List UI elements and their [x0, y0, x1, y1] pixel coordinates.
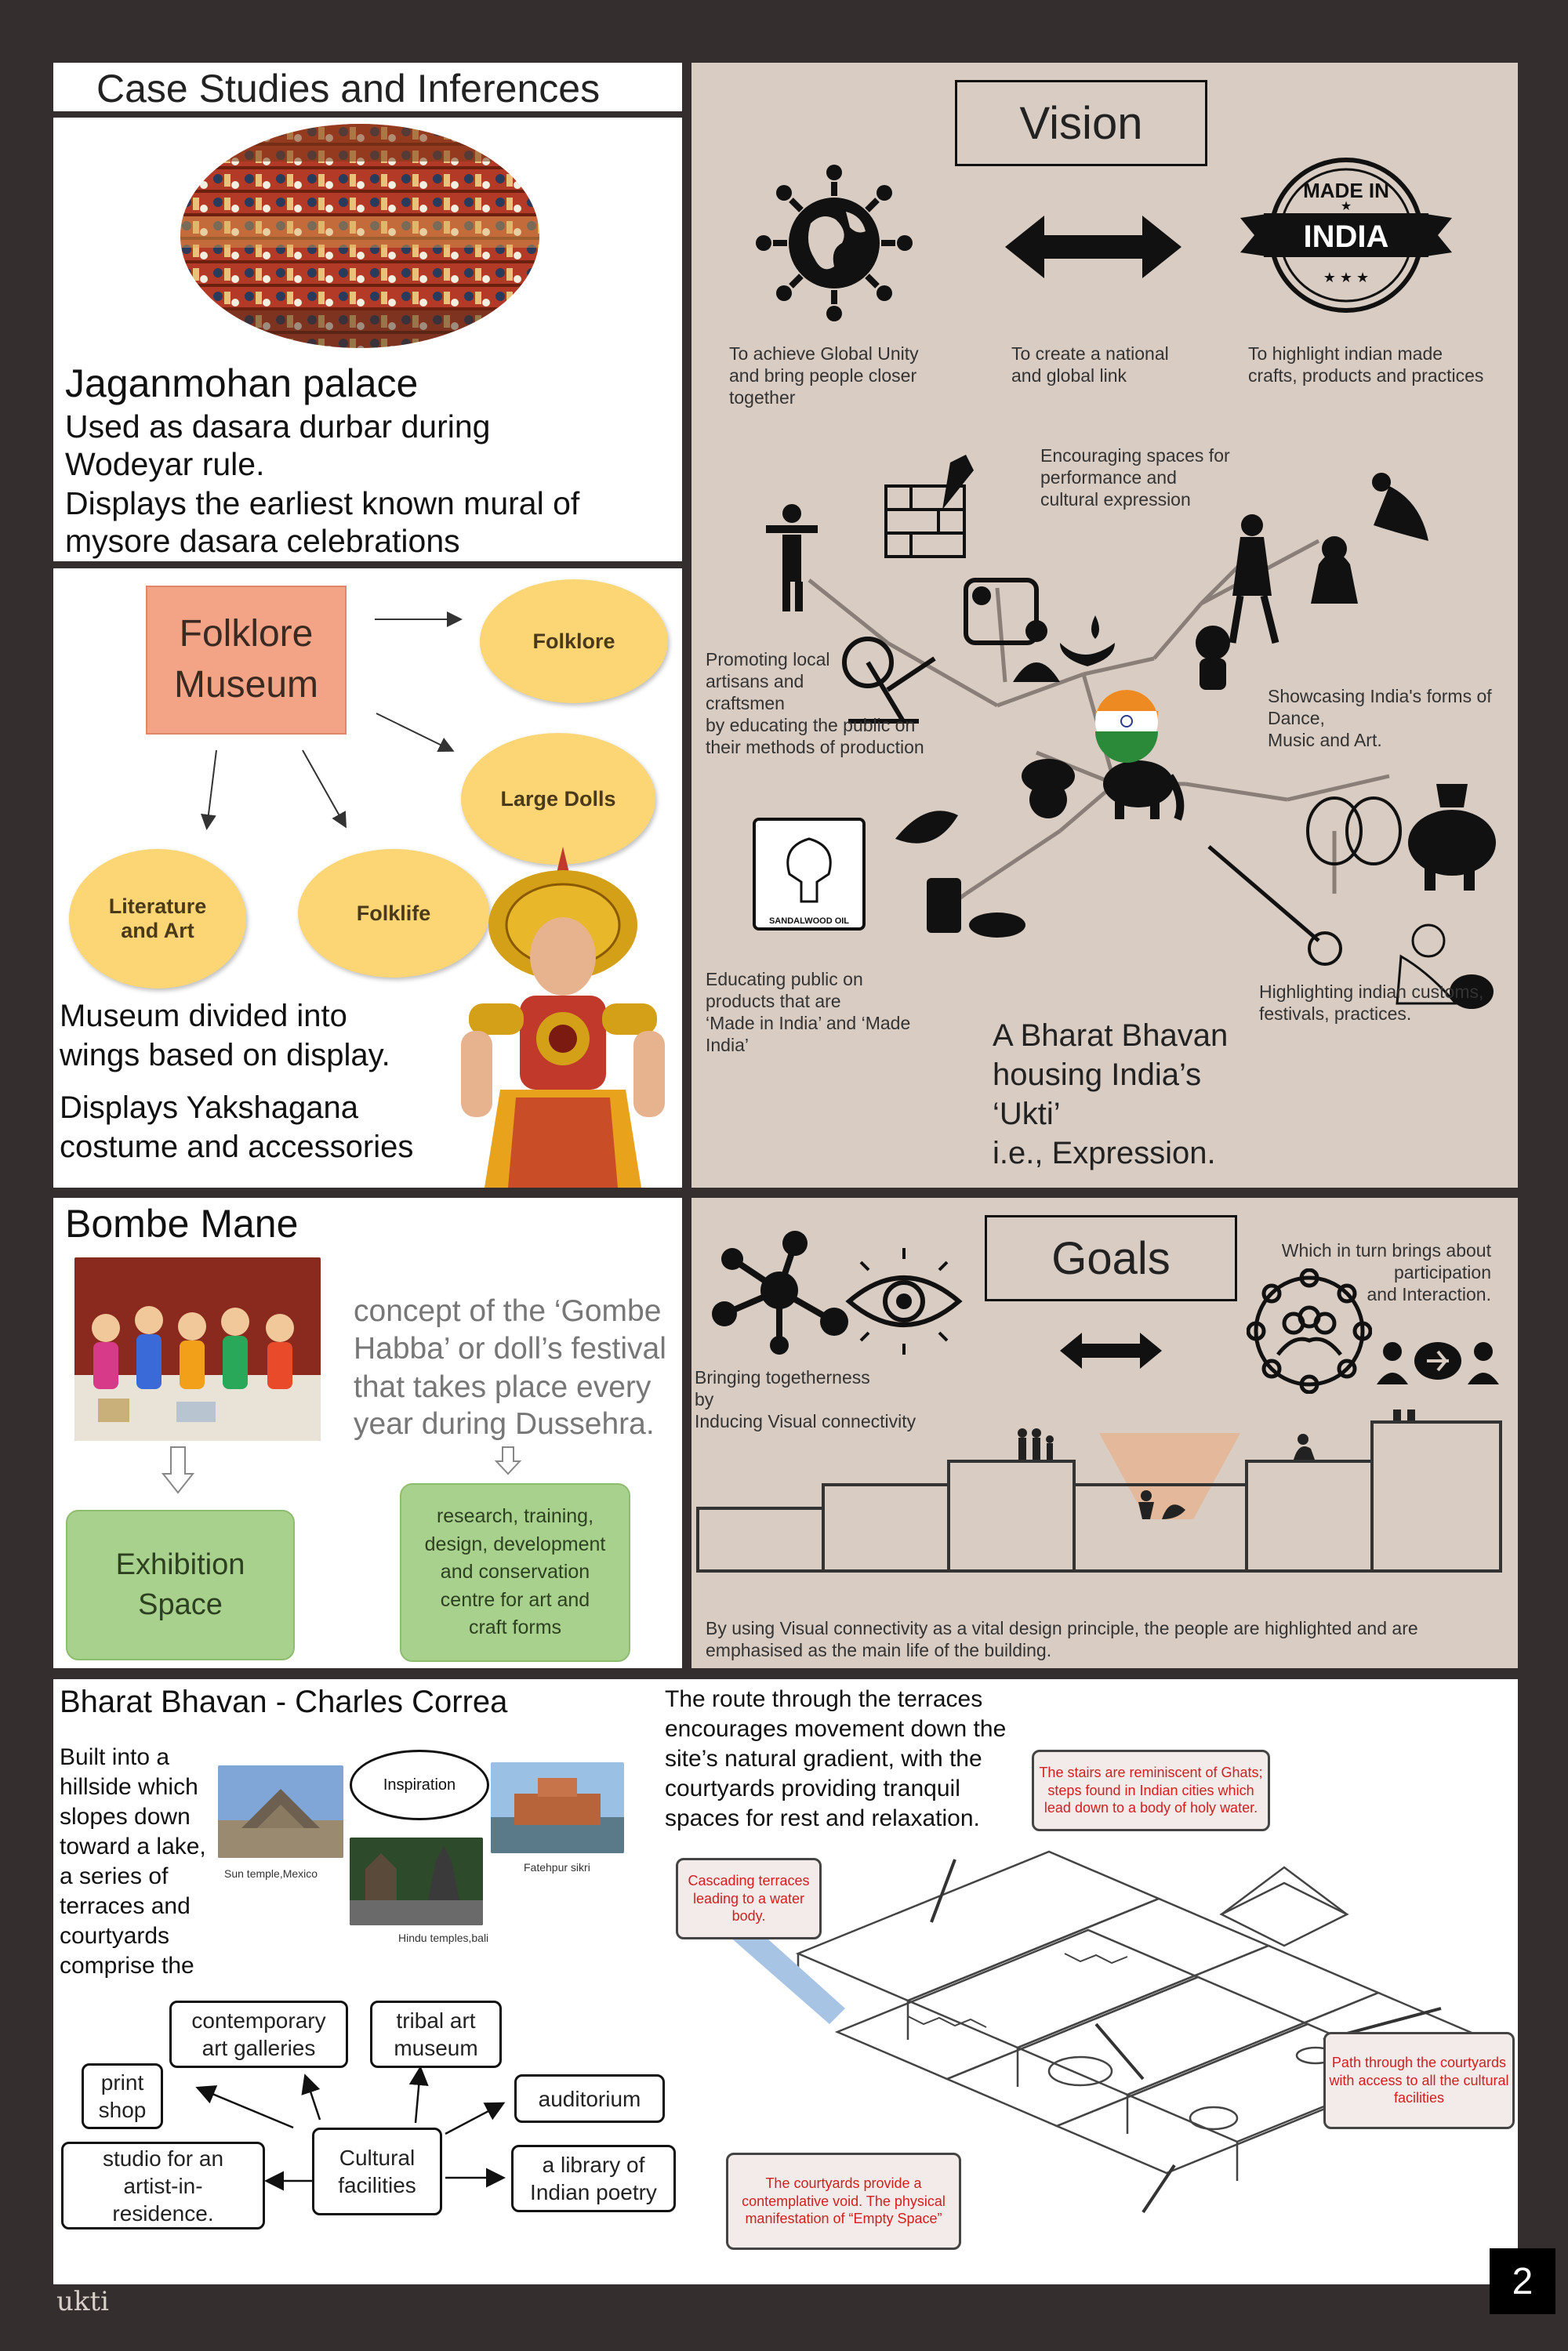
route-text: site’s natural gradient, with the [665, 1746, 982, 1772]
vision-caption: To create a national [1011, 343, 1169, 364]
page-number: 2 [1490, 2248, 1555, 2314]
cultural-facilities-label: Cultural [339, 2146, 416, 2170]
prom-text: artisans and [706, 671, 804, 691]
made-in-india-badge-icon [1240, 157, 1452, 314]
high-text: festivals, practices. [1259, 1003, 1412, 1024]
case-studies-title: Case Studies and Inferences [96, 67, 601, 111]
bombe-concept: year during Dussehra. [354, 1407, 655, 1441]
auditorium-box [514, 2074, 665, 2123]
mural-image [179, 122, 541, 350]
which-text: participation [1393, 1262, 1491, 1283]
folklore-museum-label: Folklore [179, 613, 314, 655]
studio-box [61, 2142, 265, 2229]
bharat-vision-text: ‘Ukti’ [993, 1097, 1061, 1131]
goals-bottom-text: By using Visual connectivity as a vital design principle, the people are highlighted and are [706, 1618, 1418, 1638]
tribal-label: museum [394, 2036, 478, 2060]
edu-text: Educating public on [706, 969, 863, 989]
oval-literature-label: and Art [121, 919, 194, 942]
svg-text:★ ★ ★: ★ ★ ★ [1323, 270, 1370, 285]
auditorium-label: auditorium [538, 2086, 641, 2111]
built-text: toward a lake, [60, 1834, 206, 1859]
prom-text: by educating the public on [706, 715, 916, 735]
built-text: comprise the [60, 1953, 194, 1979]
cultural-facilities-label: facilities [338, 2173, 416, 2197]
folklore-text: Displays Yakshagana [60, 1090, 358, 1125]
built-text: a series of [60, 1863, 169, 1889]
inspiration-label: Inspiration [383, 1776, 456, 1794]
bombe-concept: that takes place every [354, 1370, 652, 1404]
library-label: a library of [542, 2153, 645, 2177]
terraces-diagram [691, 1410, 1518, 1574]
jaganmohan-heading: Jaganmohan palace [65, 361, 419, 405]
bombe-concept: concept of the ‘Gombe [354, 1294, 662, 1328]
bharat-vision-text: i.e., Expression. [993, 1136, 1216, 1170]
edu-text: India’ [706, 1035, 749, 1055]
jaganmohan-panel [53, 118, 682, 561]
print-shop-box [82, 2063, 163, 2129]
bharat-vision-text: housing India’s [993, 1058, 1202, 1092]
bring-text: by [695, 1389, 714, 1410]
yakshagana-figure [445, 839, 681, 1188]
high-text: Highlighting indian customs, [1259, 981, 1484, 1002]
eye-icon [845, 1246, 963, 1356]
badge-india-text: INDIA [1303, 219, 1389, 254]
vision-title-box [955, 80, 1207, 166]
edu-text: ‘Made in India’ and ‘Made [706, 1013, 911, 1033]
bharat-vision-text: A Bharat Bhavan [993, 1018, 1229, 1053]
vision-caption: together [729, 387, 796, 408]
goals-bottom-text: emphasised as the main life of the building. [706, 1640, 1052, 1660]
contemporary-box [169, 2001, 348, 2068]
which-text: and Interaction. [1367, 1284, 1491, 1304]
goals-title-box [985, 1215, 1237, 1301]
jaganmohan-line: Wodeyar rule. [65, 446, 265, 482]
oval-literature-label: Literature [108, 894, 207, 918]
interaction-icon [1375, 1330, 1501, 1392]
stairs-note: The stairs are reminiscent of Ghats; steps found in Indian cities which lead down to a body of holy water. [1032, 1750, 1270, 1831]
vision-caption: crafts, products and practices [1248, 365, 1484, 386]
print-label: print [100, 2070, 144, 2095]
fatehpur-caption: Fatehpur sikri [524, 1861, 590, 1874]
oval-literature-art [69, 849, 246, 989]
vision-caption: To achieve Global Unity [729, 343, 919, 364]
built-text: terraces and [60, 1893, 191, 1919]
research-label: research, training, [436, 1505, 594, 1528]
built-text: slopes down [60, 1804, 191, 1830]
contemporary-label: contemporary [191, 2008, 326, 2033]
goals-panel [691, 1198, 1518, 1668]
route-text: courtyards providing tranquil [665, 1776, 960, 1801]
library-box [511, 2145, 676, 2212]
exhibition-space-box [66, 1510, 295, 1660]
global-unity-icon [748, 157, 920, 329]
oval-folklife: Folklife [298, 849, 489, 978]
route-text: encourages movement down the [665, 1716, 1007, 1742]
which-text: Which in turn brings about [1281, 1240, 1491, 1261]
exhibition-label: Exhibition [115, 1547, 245, 1581]
bharat-bhavan-title: Bharat Bhavan - Charles Correa [60, 1685, 508, 1719]
route-text: spaces for rest and relaxation. [665, 1805, 980, 1831]
vision-caption: To highlight indian made [1248, 343, 1443, 364]
contemporary-label: art galleries [201, 2036, 316, 2060]
bring-text: Inducing Visual connectivity [695, 1411, 916, 1431]
exhibition-label: Space [138, 1588, 223, 1621]
vision-caption: and bring people closer [729, 365, 917, 386]
case-studies-title-panel [53, 63, 682, 111]
tribal-label: tribal art [396, 2008, 476, 2033]
built-text: Built into a [60, 1744, 170, 1770]
cultural-facilities-box [312, 2128, 442, 2215]
folklore-museum-label: Museum [173, 664, 319, 706]
goals-title: Goals [1051, 1232, 1171, 1284]
courtyards-note: The courtyards provide a contemplative void. The physical manifestation of “Empty Space” [726, 2153, 961, 2250]
ukti-logo: ukti [56, 2286, 110, 2317]
vision-caption: and global link [1011, 365, 1127, 386]
network-icon [701, 1212, 858, 1369]
route-text: The route through the terraces [665, 1686, 983, 1712]
path-note: Path through the courtyards with access to all the cultural facilities [1323, 2032, 1515, 2129]
sandalwood-label: SANDALWOOD OIL [768, 916, 850, 926]
research-label: and conservation [440, 1561, 590, 1584]
participation-group-icon [1247, 1268, 1372, 1394]
tribal-museum-box [370, 2001, 502, 2068]
goals-double-arrow-icon [1060, 1331, 1162, 1370]
enc-text: cultural expression [1040, 489, 1191, 510]
bharat-bhavan-panel [53, 1679, 1518, 2284]
show-text: Music and Art. [1268, 730, 1382, 750]
research-label: centre for art and [440, 1588, 590, 1611]
double-arrow-icon [1005, 212, 1181, 282]
folklore-panel [53, 568, 682, 1188]
oval-folklore: Folklore [480, 579, 668, 703]
bombe-mane-panel [53, 1198, 682, 1668]
built-text: courtyards [60, 1923, 170, 1949]
library-label: Indian poetry [530, 2180, 657, 2204]
bring-text: Bringing togetherness [695, 1367, 870, 1388]
studio-label: artist-in- [123, 2173, 203, 2198]
bombe-concept: Habba’ or doll’s festival [354, 1332, 666, 1366]
jaganmohan-line: mysore dasara celebrations [65, 523, 460, 559]
studio-label: residence. [112, 2200, 214, 2226]
print-label: shop [98, 2098, 147, 2122]
svg-text:★: ★ [1340, 200, 1352, 213]
prom-text: craftsmen [706, 693, 785, 713]
prom-text: their methods of production [706, 737, 924, 757]
cascading-note: Cascading terraces leading to a water body. [676, 1858, 822, 1939]
research-label: design, development [424, 1533, 606, 1555]
jaganmohan-line: Used as dasara durbar during [65, 408, 491, 444]
edu-text: products that are [706, 991, 841, 1011]
research-label: craft forms [468, 1616, 562, 1639]
built-text: hillside which [60, 1774, 198, 1800]
folklore-text: costume and accessories [60, 1130, 414, 1164]
folklore-text: wings based on display. [60, 1038, 390, 1072]
show-text: Showcasing India's forms of [1268, 686, 1492, 706]
research-centre-box [400, 1483, 630, 1662]
jaganmohan-line: Displays the earliest known mural of [65, 485, 580, 521]
vision-title: Vision [1019, 97, 1143, 149]
oval-large-dolls: Large Dolls [461, 733, 655, 865]
vision-panel [691, 63, 1518, 1188]
show-text: Dance, [1268, 708, 1325, 728]
prom-text: Promoting local [706, 649, 830, 669]
enc-text: performance and [1040, 467, 1177, 488]
sun-temple-caption: Sun temple,Mexico [224, 1867, 318, 1880]
hindu-temples-caption: Hindu temples,bali [398, 1932, 489, 1944]
bombe-title: Bombe Mane [65, 1202, 299, 1246]
folklore-text: Museum divided into [60, 999, 347, 1033]
studio-label: studio for an [102, 2146, 224, 2171]
badge-made-in-text: MADE IN [1303, 179, 1389, 202]
enc-text: Encouraging spaces for [1040, 445, 1230, 466]
